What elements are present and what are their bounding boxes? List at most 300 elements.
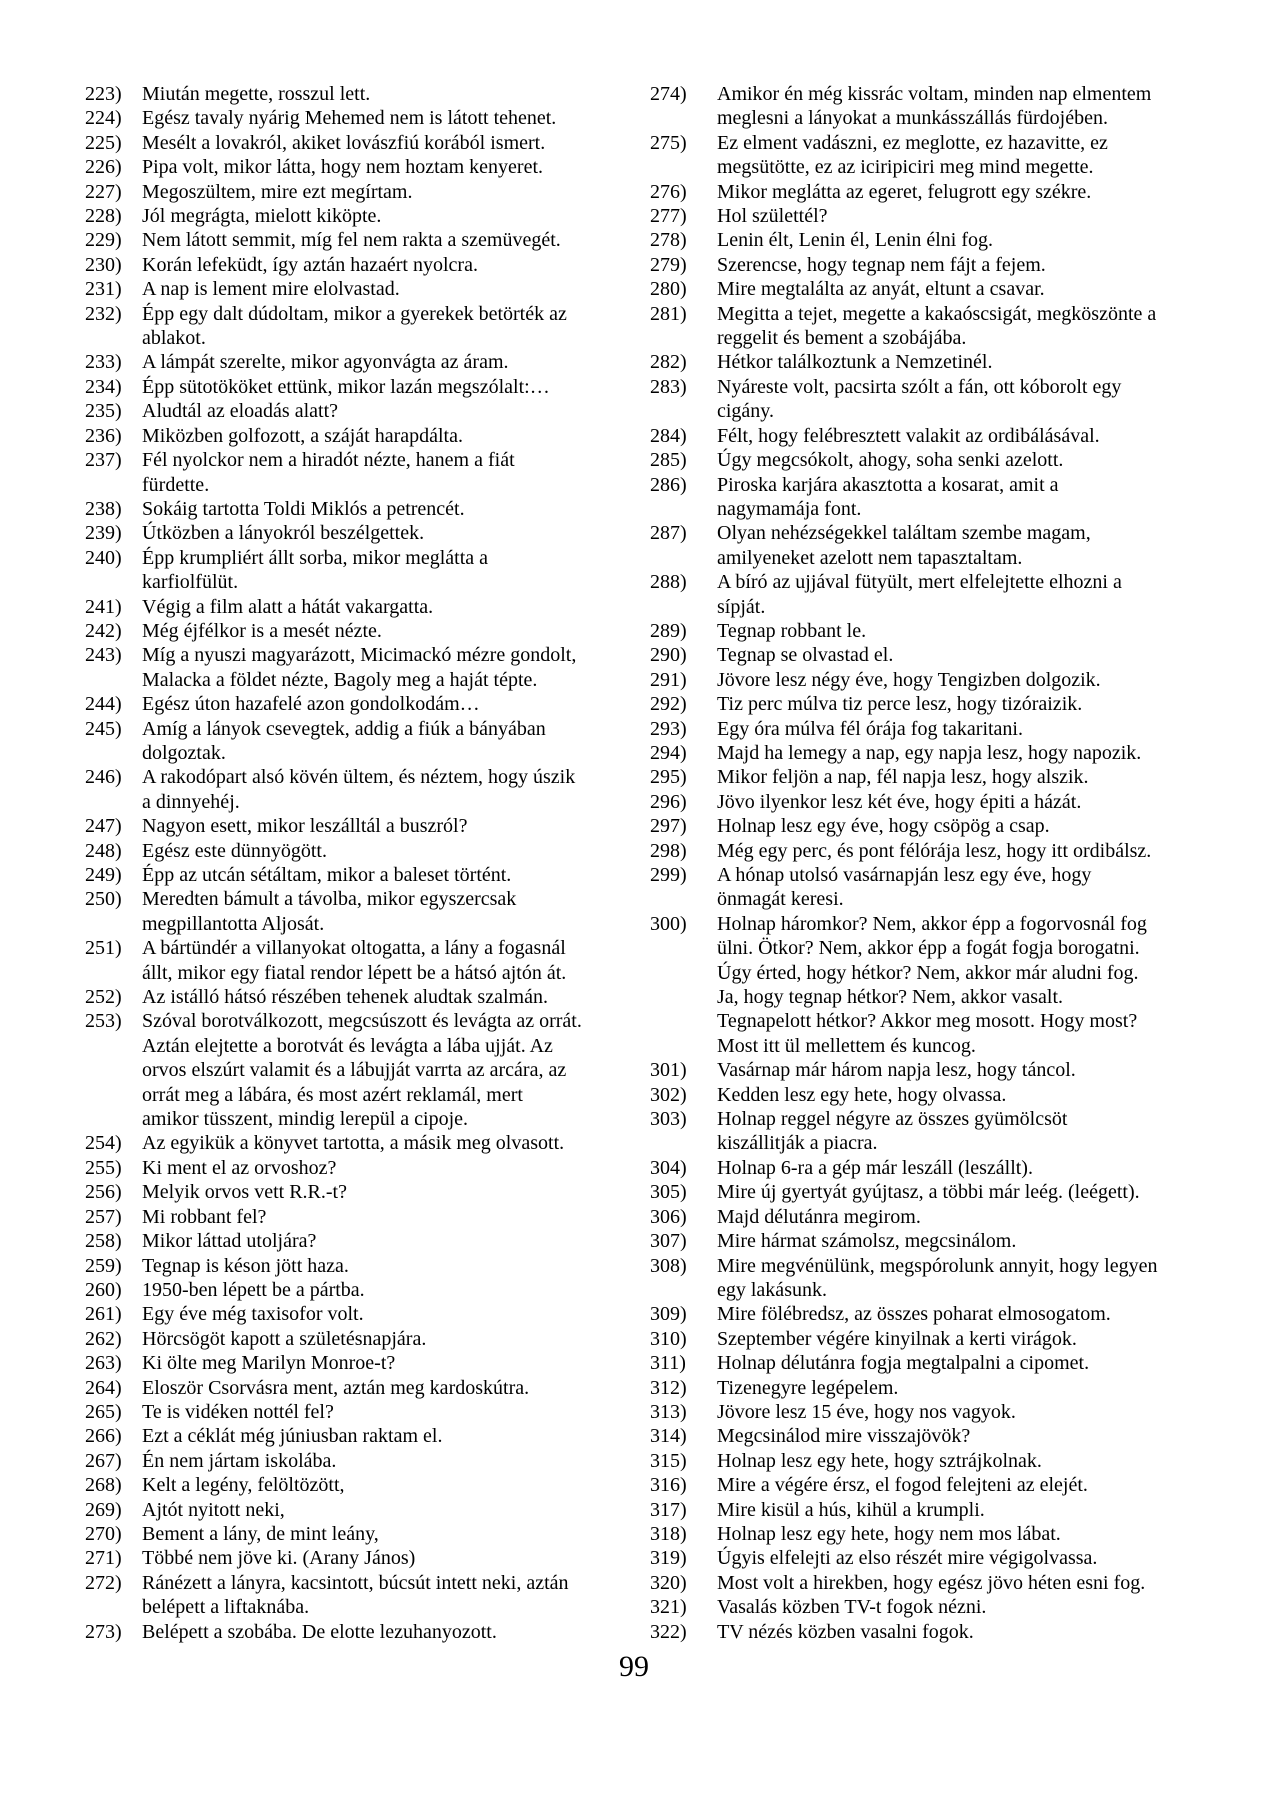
- text-line: Holnap délutánra fogja megtalpalni a cipomet.: [717, 1352, 1090, 1375]
- item-number: 235): [85, 400, 122, 423]
- item-number: 234): [85, 375, 122, 398]
- text-line: nagymamája font.: [717, 497, 862, 520]
- text-line: Útközben a lányokról beszélgettek.: [142, 522, 425, 545]
- item-text: [142, 985, 610, 1009]
- item-number: 289): [650, 619, 687, 642]
- text-line: Tegnap is késon jött haza.: [142, 1254, 349, 1277]
- item-number: 267): [85, 1449, 122, 1472]
- list-item: [85, 106, 610, 130]
- item-number: 296): [650, 790, 687, 813]
- list-item: [650, 204, 1210, 228]
- text-line: Holnap lesz egy hete, hogy nem mos lábat.: [717, 1522, 1061, 1545]
- item-text: [717, 1058, 1210, 1082]
- text-line: állt, mikor egy fiatal rendor lépett be a hátsó ajtón át.: [142, 961, 567, 984]
- text-line: Egy éve még taxisofor volt.: [142, 1303, 364, 1326]
- item-number: 284): [650, 424, 687, 447]
- text-line: Épp sütotököket ettünk, mikor lazán megszólalt:…: [142, 375, 550, 398]
- item-text: [142, 521, 610, 545]
- text-line: orvos elszúrt valamit és a lábujját varrta az arcára, az: [142, 1059, 567, 1082]
- text-line: Pipa volt, mikor látta, hogy nem hoztam kenyeret.: [142, 156, 544, 179]
- item-number: 304): [650, 1156, 687, 1179]
- item-number: 265): [85, 1400, 122, 1423]
- item-number: 322): [650, 1620, 687, 1643]
- item-text: [142, 497, 610, 521]
- text-line: Most itt ül mellettem és kuncog.: [717, 1034, 976, 1057]
- text-line: Én nem jártam iskolába.: [142, 1449, 337, 1472]
- item-number: 297): [650, 815, 687, 838]
- text-line: Ja, hogy tegnap hétkor? Nem, akkor vasalt.: [717, 986, 1064, 1009]
- list-item: [650, 1058, 1210, 1082]
- item-text: [717, 424, 1210, 448]
- item-text: [142, 1473, 610, 1497]
- list-item: [650, 717, 1210, 741]
- text-line: Hol születtél?: [717, 205, 828, 228]
- item-number: 236): [85, 424, 122, 447]
- item-number: 300): [650, 912, 687, 935]
- item-number: 283): [650, 375, 687, 398]
- text-line: Mire a végére érsz, el fogod felejteni az elejét.: [717, 1474, 1088, 1497]
- item-text: [717, 1327, 1210, 1351]
- left-column: [85, 82, 610, 1644]
- text-line: Végig a film alatt a hátát vakargatta.: [142, 595, 434, 618]
- text-line: Ki ölte meg Marilyn Monroe-t?: [142, 1352, 396, 1375]
- item-number: 295): [650, 766, 687, 789]
- text-line: Eloször Csorvásra ment, aztán meg kardoskútra.: [142, 1376, 530, 1399]
- item-text: [717, 1254, 1210, 1303]
- item-number: 259): [85, 1254, 122, 1277]
- text-line: Nyáreste volt, pacsirta szólt a fán, ott kóborolt egy: [717, 375, 1122, 398]
- item-number: 262): [85, 1327, 122, 1350]
- item-text: [142, 692, 610, 716]
- item-text: [717, 1180, 1210, 1204]
- item-number: 285): [650, 449, 687, 472]
- text-line: meglesni a lányokat a munkásszállás fürdojében.: [717, 107, 1108, 130]
- text-line: karfiolfülüt.: [142, 571, 239, 594]
- text-line: Aztán elejtette a borotvát és levágta a lába ujját. Az: [142, 1034, 553, 1057]
- list-item: [85, 1424, 610, 1448]
- item-number: 302): [650, 1083, 687, 1106]
- text-line: Szeptember végére kinyilnak a kerti virágok.: [717, 1327, 1077, 1350]
- item-number: 301): [650, 1059, 687, 1082]
- list-item: [650, 1571, 1210, 1595]
- list-item: [85, 595, 610, 619]
- text-line: Vasárnap már három napja lesz, hogy táncol.: [717, 1059, 1076, 1082]
- item-text: [142, 277, 610, 301]
- list-item: [650, 375, 1210, 424]
- item-number: 266): [85, 1425, 122, 1448]
- item-text: [142, 863, 610, 887]
- item-text: [717, 473, 1210, 522]
- text-line: belépett a liftaknába.: [142, 1596, 310, 1619]
- text-line: Majd délutánra megirom.: [717, 1205, 921, 1228]
- list-item: [650, 1498, 1210, 1522]
- item-number: 243): [85, 644, 122, 667]
- item-number: 311): [650, 1352, 686, 1375]
- item-text: [142, 131, 610, 155]
- text-line: Vasalás közben TV-t fogok nézni.: [717, 1596, 987, 1619]
- item-number: 307): [650, 1230, 687, 1253]
- list-item: [85, 546, 610, 595]
- item-text: [142, 399, 610, 423]
- text-line: amikor tüsszent, mindig lerepül a cipoje.: [142, 1108, 469, 1131]
- item-text: [717, 1205, 1210, 1229]
- text-line: Miután megette, rosszul lett.: [142, 83, 371, 105]
- text-line: Mikor láttad utoljára?: [142, 1230, 317, 1253]
- text-line: Mesélt a lovakról, akiket lovászfiú korából ismert.: [142, 131, 546, 154]
- item-number: 280): [650, 278, 687, 301]
- item-number: 261): [85, 1303, 122, 1326]
- item-number: 228): [85, 205, 122, 228]
- item-text: [717, 643, 1210, 667]
- item-text: [142, 424, 610, 448]
- text-line: a dinnyehéj.: [142, 790, 240, 813]
- text-line: Az egyikük a könyvet tartotta, a másik meg olvasott.: [142, 1132, 565, 1155]
- item-number: 230): [85, 253, 122, 276]
- item-text: [717, 350, 1210, 374]
- item-text: [717, 912, 1210, 1058]
- list-item: [85, 253, 610, 277]
- list-item: [650, 302, 1210, 351]
- item-text: [717, 1498, 1210, 1522]
- text-line: Tegnap robbant le.: [717, 619, 867, 642]
- item-number: 318): [650, 1522, 687, 1545]
- item-number: 231): [85, 278, 122, 301]
- item-number: 247): [85, 815, 122, 838]
- text-line: Egész este dünnyögött.: [142, 839, 327, 862]
- text-line: Épp az utcán sétáltam, mikor a baleset történt.: [142, 864, 512, 886]
- item-number: 257): [85, 1205, 122, 1228]
- text-line: egy lakásunk.: [717, 1278, 827, 1301]
- list-item: [650, 1205, 1210, 1229]
- item-text: [142, 1620, 610, 1644]
- item-number: 274): [650, 83, 687, 105]
- item-number: 249): [85, 864, 122, 886]
- text-line: Tegnap se olvastad el.: [717, 644, 894, 667]
- text-line: TV nézés közben vasalni fogok.: [717, 1620, 974, 1643]
- item-number: 223): [85, 83, 122, 105]
- item-text: [717, 253, 1210, 277]
- text-line: Tiz perc múlva tiz perce lesz, hogy tizóraizik.: [717, 693, 1083, 716]
- list-item: [650, 741, 1210, 765]
- list-item: [85, 448, 610, 497]
- list-item: [650, 692, 1210, 716]
- item-number: 290): [650, 644, 687, 667]
- list-item: [650, 814, 1210, 838]
- item-number: 242): [85, 619, 122, 642]
- list-item: [85, 1546, 610, 1570]
- list-item: [85, 692, 610, 716]
- text-line: sípját.: [717, 595, 766, 618]
- text-line: Egy óra múlva fél órája fog takaritani.: [717, 717, 1023, 740]
- text-line: dolgoztak.: [142, 741, 226, 764]
- item-text: [142, 106, 610, 130]
- item-number: 305): [650, 1181, 687, 1204]
- item-text: [717, 1156, 1210, 1180]
- list-item: [650, 448, 1210, 472]
- item-text: [142, 1205, 610, 1229]
- list-item: [85, 399, 610, 423]
- list-item: [85, 1229, 610, 1253]
- text-line: Majd ha lemegy a nap, egy napja lesz, hogy napozik.: [717, 741, 1142, 764]
- text-line: Holnap háromkor? Nem, akkor épp a fogorvosnál fog: [717, 912, 1147, 935]
- text-line: Megitta a tejet, megette a kakaóscsigát, megköszönte a: [717, 302, 1157, 325]
- text-line: Tizenegyre legépelem.: [717, 1376, 899, 1399]
- item-text: [717, 1400, 1210, 1424]
- text-line: Fél nyolckor nem a hiradót nézte, hanem a fiát: [142, 449, 515, 472]
- text-line: Nem látott semmit, míg fel nem rakta a szemüvegét.: [142, 229, 561, 252]
- list-item: [650, 180, 1210, 204]
- item-text: [717, 375, 1210, 424]
- item-number: 313): [650, 1400, 687, 1423]
- item-number: 264): [85, 1376, 122, 1399]
- list-item: [85, 1180, 610, 1204]
- text-line: Sokáig tartotta Toldi Miklós a petrencét.: [142, 497, 465, 520]
- list-item: [85, 350, 610, 374]
- text-line: Míg a nyuszi magyarázott, Micimackó mézre gondolt,: [142, 644, 577, 667]
- item-text: [142, 643, 610, 692]
- item-text: [717, 302, 1210, 351]
- list-item: [650, 1254, 1210, 1303]
- text-line: Korán lefeküdt, így aztán hazaért nyolcra.: [142, 253, 478, 276]
- item-number: 315): [650, 1449, 687, 1472]
- text-line: Piroska karjára akasztotta a kosarat, amit a: [717, 473, 1059, 496]
- item-text: [717, 1302, 1210, 1326]
- list-item: [650, 1107, 1210, 1156]
- text-line: Aludtál az eloadás alatt?: [142, 400, 339, 423]
- list-item: [85, 936, 610, 985]
- item-number: 276): [650, 180, 687, 203]
- item-text: [717, 1546, 1210, 1570]
- list-item: [650, 1522, 1210, 1546]
- list-item: [85, 765, 610, 814]
- right-column: [650, 82, 1210, 1644]
- list-item: [85, 1400, 610, 1424]
- item-text: [142, 765, 610, 814]
- list-item: [85, 82, 610, 106]
- text-line: megsütötte, ez az iciripiciri meg mind megette.: [717, 156, 1094, 179]
- list-item: [650, 668, 1210, 692]
- item-number: 224): [85, 107, 122, 130]
- list-item: [85, 1571, 610, 1620]
- text-line: Az istálló hátsó részében tehenek aludtak szalmán.: [142, 986, 548, 1009]
- list-item: [650, 1229, 1210, 1253]
- item-text: [142, 82, 610, 106]
- text-line: Lenin élt, Lenin él, Lenin élni fog.: [717, 229, 994, 252]
- item-text: [717, 570, 1210, 619]
- list-item: [650, 1400, 1210, 1424]
- text-line: Amíg a lányok csevegtek, addig a fiúk a bányában: [142, 717, 546, 740]
- list-item: [650, 619, 1210, 643]
- text-line: Épp krumpliért állt sorba, mikor meglátta a: [142, 546, 489, 569]
- text-line: Ez elment vadászni, ez meglotte, ez hazavitte, ez: [717, 131, 1108, 154]
- item-number: 271): [85, 1547, 122, 1570]
- text-line: Bement a lány, de mint leány,: [142, 1522, 379, 1545]
- text-line: A bíró az ujjával fütyült, mert elfelejtette elhozni a: [717, 571, 1122, 594]
- item-text: [142, 1327, 610, 1351]
- item-text: [717, 1424, 1210, 1448]
- list-item: [650, 570, 1210, 619]
- item-text: [142, 1376, 610, 1400]
- item-number: 232): [85, 302, 122, 325]
- item-text: [142, 1351, 610, 1375]
- text-line: Mikor meglátta az egeret, felugrott egy székre.: [717, 180, 1092, 203]
- text-line: kiszállitják a piacra.: [717, 1132, 878, 1155]
- list-item: [85, 497, 610, 521]
- list-item: [650, 1156, 1210, 1180]
- item-text: [717, 1620, 1210, 1644]
- item-number: 239): [85, 522, 122, 545]
- item-number: 269): [85, 1498, 122, 1521]
- text-line: ablakot.: [142, 327, 206, 350]
- item-text: [142, 448, 610, 497]
- list-item: [650, 1327, 1210, 1351]
- item-text: [717, 228, 1210, 252]
- list-item: [650, 1302, 1210, 1326]
- item-number: 238): [85, 497, 122, 520]
- item-number: 268): [85, 1474, 122, 1497]
- item-number: 260): [85, 1278, 122, 1301]
- text-line: Mikor feljön a nap, fél napja lesz, hogy alszik.: [717, 766, 1089, 789]
- item-number: 299): [650, 864, 687, 886]
- item-text: [142, 1522, 610, 1546]
- list-item: [85, 887, 610, 936]
- item-text: [142, 180, 610, 204]
- item-text: [717, 790, 1210, 814]
- text-line: cigány.: [717, 400, 775, 423]
- text-line: Holnap lesz egy éve, hogy csöpög a csap.: [717, 815, 1050, 838]
- list-item: [650, 277, 1210, 301]
- text-line: Most volt a hirekben, hogy egész jövo héten esni fog.: [717, 1571, 1146, 1594]
- item-text: [142, 717, 610, 766]
- item-text: [142, 1571, 610, 1620]
- list-item: [85, 1254, 610, 1278]
- list-item: [85, 839, 610, 863]
- list-item: [85, 375, 610, 399]
- item-number: 312): [650, 1376, 687, 1399]
- text-line: Félt, hogy felébresztett valakit az ordibálásával.: [717, 424, 1100, 447]
- text-line: Szerencse, hogy tegnap nem fájt a fejem.: [717, 253, 1046, 276]
- text-line: Még éjfélkor is a mesét nézte.: [142, 619, 382, 642]
- item-number: 227): [85, 180, 122, 203]
- item-text: [717, 863, 1210, 912]
- item-text: [142, 887, 610, 936]
- text-line: Melyik orvos vett R.R.-t?: [142, 1181, 347, 1204]
- text-line: Tegnapelott hétkor? Akkor meg mosott. Hogy most?: [717, 1010, 1138, 1033]
- list-item: [650, 839, 1210, 863]
- list-item: [650, 1546, 1210, 1570]
- list-item: [85, 1131, 610, 1155]
- item-text: [717, 717, 1210, 741]
- text-line: Kelt a legény, felöltözött,: [142, 1474, 345, 1497]
- text-line: Ránézett a lányra, kacsintott, búcsút intett neki, aztán: [142, 1571, 569, 1594]
- list-item: [85, 1351, 610, 1375]
- item-number: 293): [650, 717, 687, 740]
- list-item: [85, 131, 610, 155]
- item-number: 253): [85, 1010, 122, 1033]
- item-text: [717, 1449, 1210, 1473]
- item-text: [142, 1424, 610, 1448]
- text-line: Holnap lesz egy hete, hogy sztrájkolnak.: [717, 1449, 1042, 1472]
- list-item: [85, 1522, 610, 1546]
- text-line: Egész úton hazafelé azon gondolkodám…: [142, 693, 480, 716]
- text-line: Nagyon esett, mikor leszálltál a buszról?: [142, 815, 468, 838]
- list-item: [85, 1449, 610, 1473]
- list-item: [650, 1473, 1210, 1497]
- item-number: 251): [85, 937, 122, 960]
- text-line: Malacka a földet nézte, Bagoly meg a haját tépte.: [142, 668, 538, 691]
- item-text: [142, 1302, 610, 1326]
- list-item: [85, 1278, 610, 1302]
- text-line: 1950-ben lépett be a pártba.: [142, 1278, 365, 1301]
- list-item: [85, 863, 610, 887]
- list-item: [85, 619, 610, 643]
- list-item: [85, 1205, 610, 1229]
- item-number: 255): [85, 1156, 122, 1179]
- item-text: [142, 1229, 610, 1253]
- item-text: [717, 1571, 1210, 1595]
- item-text: [717, 180, 1210, 204]
- list-item: [650, 1620, 1210, 1644]
- item-text: [142, 1400, 610, 1424]
- item-number: 270): [85, 1522, 122, 1545]
- text-line: fürdette.: [142, 473, 210, 496]
- item-text: [717, 1351, 1210, 1375]
- text-line: Hörcsögöt kapott a születésnapjára.: [142, 1327, 427, 1350]
- item-number: 314): [650, 1425, 687, 1448]
- item-text: [717, 277, 1210, 301]
- item-text: [717, 82, 1210, 131]
- item-number: 298): [650, 839, 687, 862]
- list-item: [650, 253, 1210, 277]
- text-line: A rakodópart alsó kövén ültem, és néztem, hogy úszik: [142, 766, 576, 789]
- item-number: 245): [85, 717, 122, 740]
- item-text: [717, 741, 1210, 765]
- list-item: [650, 473, 1210, 522]
- item-number: 288): [650, 571, 687, 594]
- list-item: [85, 1473, 610, 1497]
- text-line: Ki ment el az orvoshoz?: [142, 1156, 337, 1179]
- text-line: ülni. Ötkor? Nem, akkor épp a fogát fogja borogatni.: [717, 937, 1140, 960]
- text-line: Úgyis elfelejti az elso részét mire végigolvassa.: [717, 1547, 1098, 1570]
- item-text: [717, 1595, 1210, 1619]
- item-number: 275): [650, 131, 687, 154]
- item-text: [142, 253, 610, 277]
- text-line: Jövore lesz 15 éve, hogy nos vagyok.: [717, 1400, 1016, 1423]
- item-number: 256): [85, 1181, 122, 1204]
- item-number: 237): [85, 449, 122, 472]
- list-item: [650, 131, 1210, 180]
- item-text: [142, 155, 610, 179]
- item-number: 229): [85, 229, 122, 252]
- item-number: 319): [650, 1547, 687, 1570]
- item-number: 226): [85, 156, 122, 179]
- item-text: [142, 1278, 610, 1302]
- list-item: [650, 1449, 1210, 1473]
- list-item: [650, 521, 1210, 570]
- item-text: [142, 1449, 610, 1473]
- item-text: [717, 204, 1210, 228]
- item-number: 240): [85, 546, 122, 569]
- item-text: [717, 839, 1210, 863]
- item-text: [142, 1156, 610, 1180]
- text-line: Úgy megcsókolt, ahogy, soha senki azelott.: [717, 449, 1064, 472]
- item-text: [717, 814, 1210, 838]
- text-line: Miközben golfozott, a száját harapdálta.: [142, 424, 463, 447]
- list-item: [85, 180, 610, 204]
- item-number: 225): [85, 131, 122, 154]
- text-line: Kedden lesz egy hete, hogy olvassa.: [717, 1083, 1007, 1106]
- list-item: [650, 1595, 1210, 1619]
